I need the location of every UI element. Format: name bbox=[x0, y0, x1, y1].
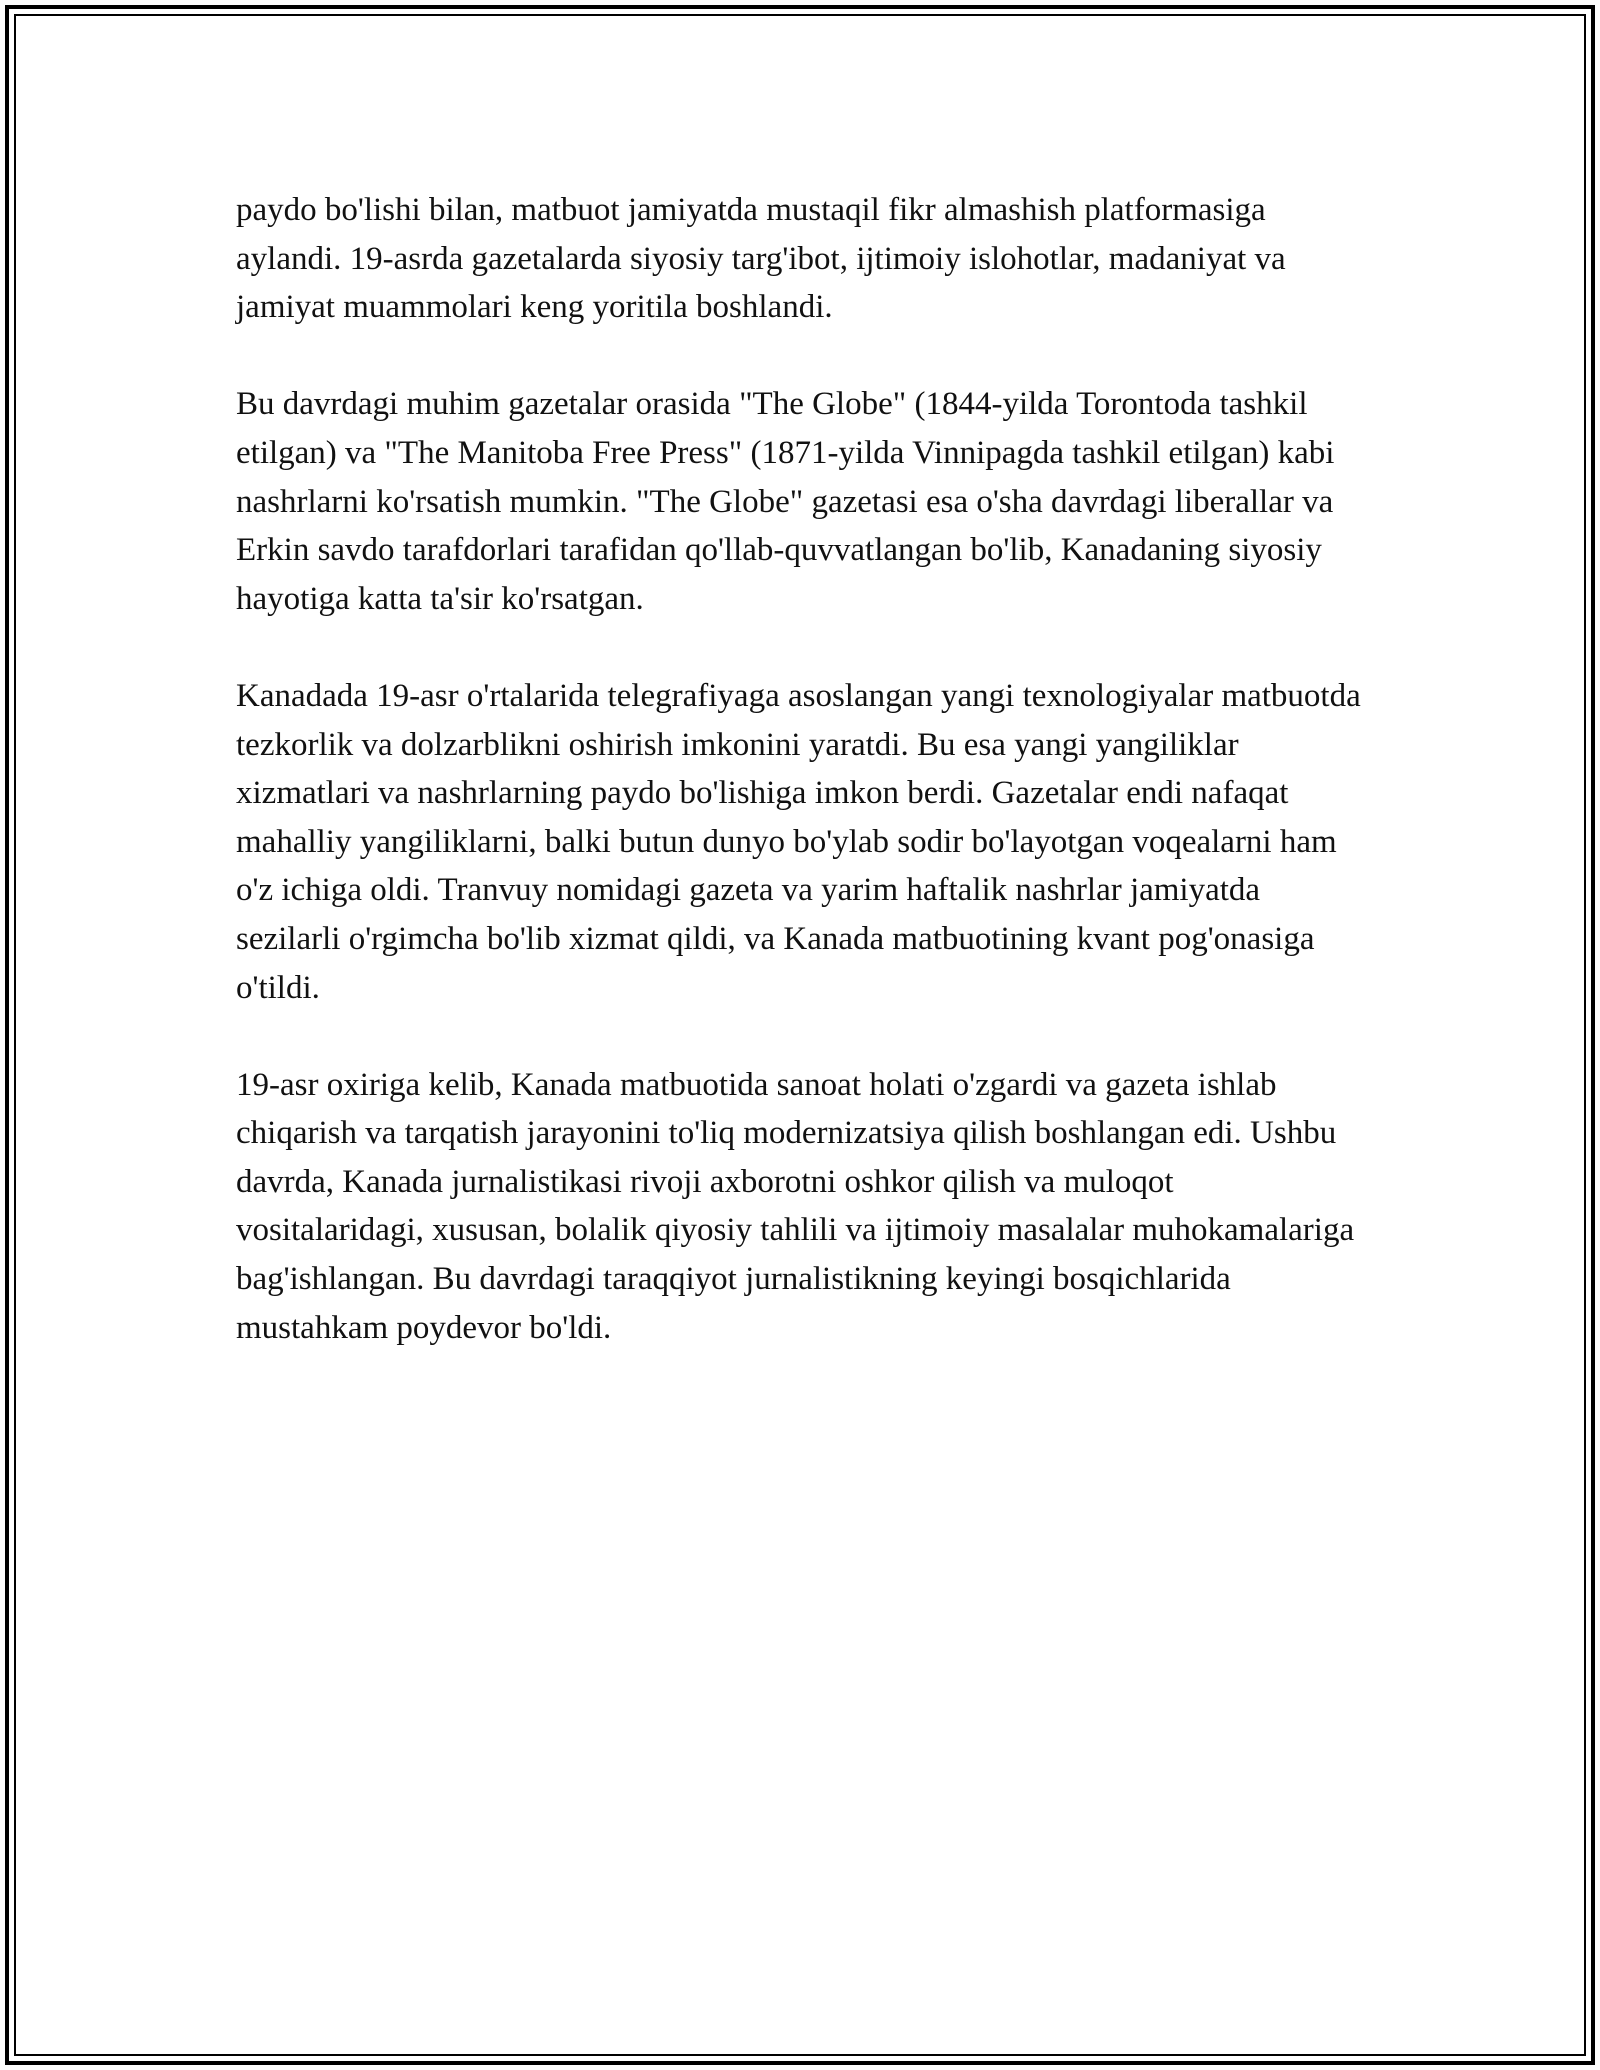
paragraph-2: Bu davrdagi muhim gazetalar orasida "The Globe" (1844-yilda Torontoda tashkil etilgan) va "The Manitoba Free Press" (1871-yilda Vinnipagda tashkil etilgan) kabi nashrlarni ko'rsatish mumkin. "The Globe" gazetasi esa o'sha davrdagi liberallar va Erkin savdo tarafdorlari tarafidan qo'llab-quvvatlangan bo'lib, Kanadaning siyosiy hayotiga katta ta'sir ko'rsatgan. bbox=[236, 386, 1335, 617]
paragraph-3: Kanadada 19-asr o'rtalarida telegrafiyaga asoslangan yangi texnologiyalar matbuotda tezkorlik va dolzarblikni oshirish imkonini yaratdi. Bu esa yangi yangiliklar xizmatlari va nashrlarning paydo bo'lishiga imkon berdi. Gazetalar endi nafaqat mahalliy yangiliklarni, balki butun dunyo bo'ylab sodir bo'layotgan voqealarni ham o'z ichiga oldi. Tranvuy nomidagi gazeta va yarim haftalik nashrlar jamiyatda sezilarli o'rgimcha bo'lib xizmat qildi, va Kanada matbuotining kvant pog'onasiga o'tildi. bbox=[236, 677, 1361, 1006]
paragraph-4: 19-asr oxiriga kelib, Kanada matbuotida sanoat holati o'zgardi va gazeta ishlab chiqarish va tarqatish jarayonini to'liq modernizatsiya qilish boshlangan edi. Ushbu davrda, Kanada jurnalistikasi rivoji axborotni oshkor qilish va muloqot vositalaridagi, xususan, bolalik qiyosiy tahlili va ijtimoiy masalalar muhokamalariga bag'ishlangan. Bu davrdagi taraqqiyot jurnalistikning keyingi bosqichlarida mustahkam poydevor bo'ldi. bbox=[236, 1066, 1355, 1346]
paragraph-1: paydo bo'lishi bilan, matbuot jamiyatda mustaqil fikr almashish platformasiga aylandi. 19-asrda gazetalarda siyosiy targ'ibot, ijtimoiy islohotlar, madaniyat va jamiyat muammolari keng yoritila boshlandi. bbox=[236, 192, 1286, 326]
document-body bbox=[236, 186, 1366, 1401]
